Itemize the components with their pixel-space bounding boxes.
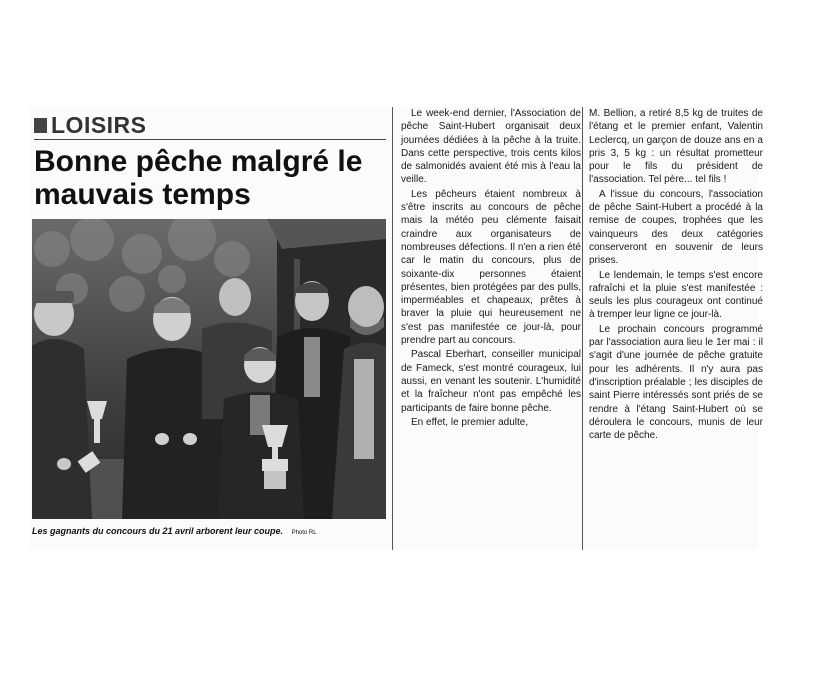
paragraph: Les pêcheurs étaient nombreux à s'être inscrits au concours de pêche mais la météo peu clémente faisait craindre aux organisateurs de nombreuses défections. Il n'en a rien été car le matin du concours, plus de soixante-dix personnes étaient présentes, bien protégées par des pulls, imperméables et chapeaux, prêtes à braver la pluie qui heureusement ne s'est pas manifestée ce jour-là, pour prendre part au concours. [401, 188, 581, 347]
newspaper-clipping [30, 107, 763, 550]
photo-group-of-fishermen [32, 219, 386, 519]
article-header-column [30, 107, 388, 550]
article-headline: Bonne pêche malgré le mauvais temps [34, 145, 363, 211]
paragraph: Le prochain concours programmé par l'association aura lieu le 1er mai : il s'agit d'une journée de pêche gratuite pour les adhérents. Il n'y aura pas d'inscription préalable ; les disciples de saint Pierre intéressés sont priés de se rendre à l'étang Saint-Hubert où se déroulera le concours, munis de leur carte de pêche. [589, 323, 763, 442]
paragraph: Pascal Eberhart, conseiller municipal de Fameck, s'est montré courageux, lui aussi, en venant les soutenir. L'humidité et la fraîcheur n'ont pas empêché les participants de faire bonne pêche. [401, 349, 581, 414]
paragraph: En effet, le premier adulte, [411, 416, 529, 428]
photo-caption: Les gagnants du concours du 21 avril arborent leur coupe. [32, 526, 284, 536]
paragraph: Le week-end dernier, l'Association de pêche Saint-Hubert organisait deux journées dédiées à la pêche à la truite. Dans cette perspective, trois cents kilos de salmonidés avaient été mis à l'eau la veille. [401, 108, 581, 186]
paragraph: A l'issue du concours, l'association de pêche Saint-Hubert a procédé à la remise de coupes, trophées que les vainqueurs des deux catégories conserveront en souvenir de leurs prises. [589, 188, 763, 267]
photo-caption-line [32, 526, 386, 536]
section-rubric [34, 113, 386, 140]
article-column-1 [392, 107, 581, 550]
paragraph: M. Bellion, a retiré 8,5 kg de truites de l'étang et le premier enfant, Valentin Leclercq, un garçon de douze ans en a pris 3, 5 kg : un résultat prometteur pour le fils du président de l'association. Tel père... tel fils ! [589, 108, 763, 186]
photo-credit: Photo RL [291, 530, 317, 536]
rubric-label: LOISIRS [51, 112, 147, 138]
article-photo [32, 219, 386, 519]
paragraph: Le lendemain, le temps s'est encore rafraîchi et la pluie s'est manifestée : seuls les plus courageux ont continué à tremper leur ligne ce jour-là. [589, 269, 763, 321]
article-column-2 [582, 107, 763, 550]
rubric-square-icon [34, 118, 47, 133]
